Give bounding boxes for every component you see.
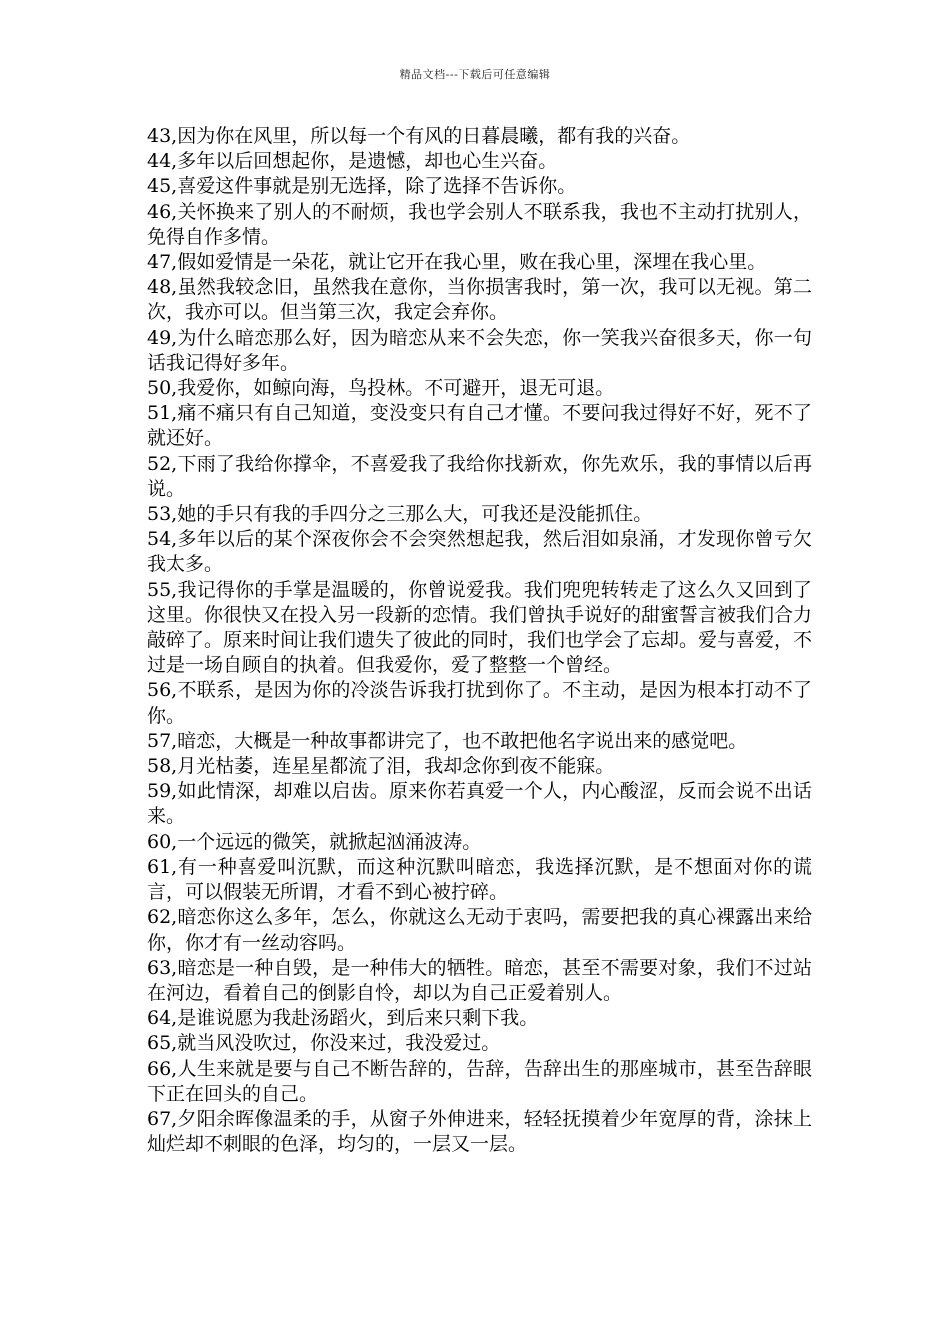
paragraph-59: 59,如此情深，却难以启齿。原来你若真爱一个人，内心酸涩，反而会说不出话来。 bbox=[147, 780, 812, 828]
document-body bbox=[147, 124, 812, 1157]
paragraph-63: 63,暗恋是一种自毁，是一种伟大的牺牲。暗恋，甚至不需要对象，我们不过站在河边，看着自己的倒影自怜，却以为自己正爱着别人。 bbox=[147, 956, 812, 1004]
paragraph-49: 49,为什么暗恋那么好，因为暗恋从来不会失恋，你一笑我兴奋很多天，你一句话我记得好多年。 bbox=[147, 326, 812, 374]
paragraph-62: 62,暗恋你这么多年，怎么，你就这么无动于衷吗，需要把我的真心裸露出来给你，你才有一丝动容吗。 bbox=[147, 906, 812, 954]
paragraph-52: 52,下雨了我给你撑伞，不喜爱我了我给你找新欢，你先欢乐，我的事情以后再说。 bbox=[147, 452, 812, 500]
paragraph-58: 58,月光枯萎，连星星都流了泪，我却念你到夜不能寐。 bbox=[147, 755, 615, 778]
paragraph-51: 51,痛不痛只有自己知道，变没变只有自己才懂。不要问我过得好不好，死不了就还好。 bbox=[147, 402, 812, 450]
paragraph-46: 46,关怀换来了别人的不耐烦，我也学会别人不联系我，我也不主动打扰别人，免得自作多情。 bbox=[147, 200, 812, 248]
paragraph-66: 66,人生来就是要与自己不断告辞的，告辞，告辞出生的那座城市，甚至告辞眼下正在回头的自己。 bbox=[147, 1057, 812, 1105]
paragraph-56: 56,不联系，是因为你的冷淡告诉我打扰到你了。不主动，是因为根本打动不了你。 bbox=[147, 679, 812, 727]
paragraph-65: 65,就当风没吹过，你没来过，我没爱过。 bbox=[147, 1032, 501, 1055]
paragraph-50: 50,我爱你，如鲸向海，鸟投林。不可避开，退无可退。 bbox=[147, 377, 615, 400]
paragraph-48: 48,虽然我较念旧，虽然我在意你，当你损害我时，第一次，我可以无视。第二次，我亦可以。但当第三次，我定会弃你。 bbox=[147, 276, 812, 324]
paragraph-67: 67,夕阳余晖像温柔的手，从窗子外伸进来，轻轻抚摸着少年宽厚的背，涂抹上灿烂却不刺眼的色泽，均匀的，一层又一层。 bbox=[147, 1107, 812, 1156]
paragraph-64: 64,是谁说愿为我赴汤蹈火，到后来只剩下我。 bbox=[147, 1007, 539, 1030]
paragraph-57: 57,暗恋，大概是一种故事都讲完了，也不敢把他名字说出来的感觉吧。 bbox=[147, 729, 748, 752]
paragraph-54: 54,多年以后的某个深夜你会不会突然想起我，然后泪如泉涌，才发现你曾亏欠我太多。 bbox=[147, 528, 812, 576]
paragraph-53: 53,她的手只有我的手四分之三那么大，可我还是没能抓住。 bbox=[147, 503, 653, 526]
paragraph-61: 61,有一种喜爱叫沉默，而这种沉默叫暗恋，我选择沉默，是不想面对你的谎言，可以假装无所谓，才看不到心被拧碎。 bbox=[147, 855, 812, 904]
paragraph-43: 43,因为你在风里，所以每一个有风的日暮晨曦，都有我的兴奋。 bbox=[147, 125, 691, 147]
paragraph-45: 45,喜爱这件事就是别无选择，除了选择不告诉你。 bbox=[147, 175, 577, 198]
paragraph-44: 44,多年以后回想起你，是遗憾，却也心生兴奋。 bbox=[147, 150, 558, 173]
paragraph-55: 55,我记得你的手掌是温暖的，你曾说爱我。我们兜兜转转走了这么久又回到了这里。你很快又在投入另一段新的恋情。我们曾执手说好的甜蜜誓言被我们合力敲碎了。原来时间让我们遗失了彼此的同时，我们也学会了忘却。爱与喜爱，不过是一场自顾自的执着。但我爱你，爱了整整一个曾经。 bbox=[147, 578, 813, 677]
paragraph-47: 47,假如爱情是一朵花，就让它开在我心里，败在我心里，深埋在我心里。 bbox=[147, 251, 767, 274]
page-header: 精品文档---下载后可任意编辑 bbox=[399, 68, 551, 81]
paragraph-60: 60,一个远远的微笑，就掀起汹涌波涛。 bbox=[147, 830, 482, 853]
